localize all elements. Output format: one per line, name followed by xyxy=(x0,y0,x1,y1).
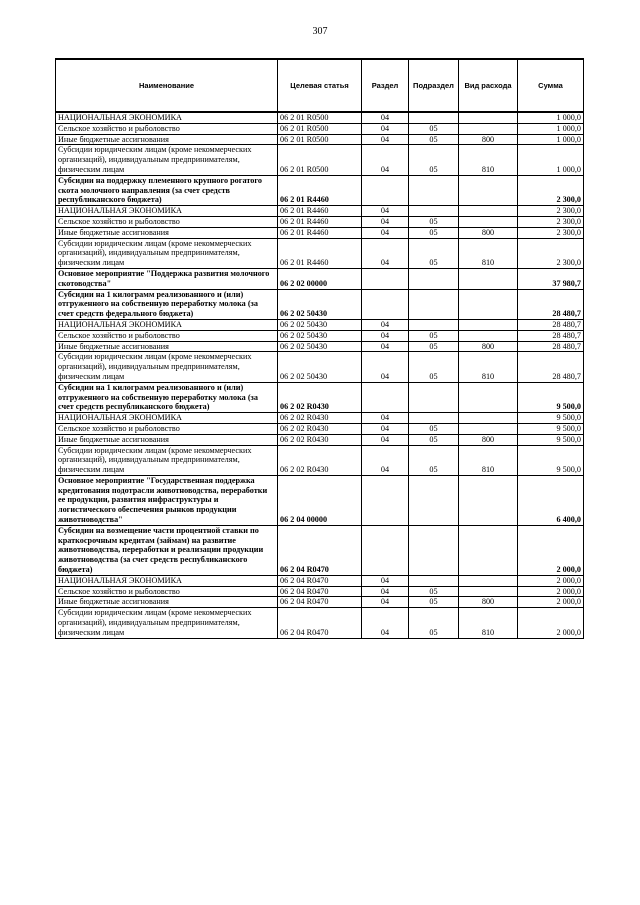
row-code-cell: 06 2 02 50430 xyxy=(278,289,362,319)
row-code-cell: 06 2 01 R4460 xyxy=(278,175,362,205)
row-section-cell: 04 xyxy=(362,123,409,134)
row-section-cell xyxy=(362,268,409,289)
row-name-cell: Основное мероприятие "Государственная поддержка кредитования подотрасли животноводства, переработки ее продукции, развития инфраструктуры и логистического обеспечения рынков продукции животноводства" xyxy=(56,475,278,525)
row-subsection-cell: 05 xyxy=(409,434,459,445)
row-expense-type-cell xyxy=(459,525,518,575)
row-code-cell: 06 2 01 R4460 xyxy=(278,216,362,227)
row-expense-type-cell xyxy=(459,206,518,217)
table-row xyxy=(56,475,584,525)
row-code-cell: 06 2 04 R0470 xyxy=(278,586,362,597)
row-subsection-cell xyxy=(409,112,459,123)
table-row xyxy=(56,597,584,608)
row-name-cell: Субсидии на 1 килограмм реализованного и (или) отгруженного на собственную переработку молока (за счет средств федерального бюджета) xyxy=(56,289,278,319)
row-name-cell: Субсидии юридическим лицам (кроме некоммерческих организаций), индивидуальным предпринимателям, физическим лицам xyxy=(56,238,278,268)
row-code-cell: 06 2 01 R4460 xyxy=(278,238,362,268)
row-name-cell: Сельское хозяйство и рыболовство xyxy=(56,330,278,341)
row-amount-cell: 2 000,0 xyxy=(518,575,584,586)
table-row xyxy=(56,341,584,352)
row-expense-type-cell: 810 xyxy=(459,445,518,475)
header-section: Раздел xyxy=(362,59,409,112)
row-code-cell: 06 2 01 R0500 xyxy=(278,145,362,175)
row-section-cell xyxy=(362,525,409,575)
row-code-cell: 06 2 01 R4460 xyxy=(278,206,362,217)
row-name-cell: Субсидии на поддержку племенного крупного рогатого скота молочного направления (за счет средств республиканского бюджета) xyxy=(56,175,278,205)
row-code-cell: 06 2 02 50430 xyxy=(278,330,362,341)
row-subsection-cell xyxy=(409,268,459,289)
row-subsection-cell xyxy=(409,289,459,319)
row-amount-cell: 28 480,7 xyxy=(518,289,584,319)
budget-table xyxy=(55,58,584,639)
row-section-cell: 04 xyxy=(362,597,409,608)
row-amount-cell: 28 480,7 xyxy=(518,341,584,352)
row-amount-cell: 2 000,0 xyxy=(518,608,584,638)
header-code: Целевая статья xyxy=(278,59,362,112)
row-expense-type-cell xyxy=(459,330,518,341)
row-name-cell: Субсидии юридическим лицам (кроме некоммерческих организаций), индивидуальным предпринимателям, физическим лицам xyxy=(56,608,278,638)
row-amount-cell: 2 300,0 xyxy=(518,238,584,268)
row-name-cell: НАЦИОНАЛЬНАЯ ЭКОНОМИКА xyxy=(56,575,278,586)
row-expense-type-cell xyxy=(459,382,518,412)
row-amount-cell: 1 000,0 xyxy=(518,145,584,175)
row-code-cell: 06 2 02 50430 xyxy=(278,319,362,330)
row-expense-type-cell: 810 xyxy=(459,238,518,268)
row-expense-type-cell xyxy=(459,586,518,597)
row-code-cell: 06 2 04 R0470 xyxy=(278,597,362,608)
row-name-cell: Субсидии юридическим лицам (кроме некоммерческих организаций), индивидуальным предпринимателям, физическим лицам xyxy=(56,445,278,475)
row-amount-cell: 2 300,0 xyxy=(518,206,584,217)
table-row xyxy=(56,586,584,597)
table-row xyxy=(56,423,584,434)
row-name-cell: Иные бюджетные ассигнования xyxy=(56,341,278,352)
row-amount-cell: 1 000,0 xyxy=(518,123,584,134)
table-row xyxy=(56,112,584,123)
row-subsection-cell xyxy=(409,475,459,525)
table-row xyxy=(56,216,584,227)
row-code-cell: 06 2 02 R0430 xyxy=(278,423,362,434)
row-amount-cell: 37 980,7 xyxy=(518,268,584,289)
row-section-cell: 04 xyxy=(362,238,409,268)
header-expense-type: Вид расхода xyxy=(459,59,518,112)
row-subsection-cell xyxy=(409,382,459,412)
row-section-cell: 04 xyxy=(362,413,409,424)
row-subsection-cell: 05 xyxy=(409,238,459,268)
row-section-cell xyxy=(362,175,409,205)
row-code-cell: 06 2 02 R0430 xyxy=(278,434,362,445)
row-subsection-cell xyxy=(409,413,459,424)
row-expense-type-cell: 800 xyxy=(459,227,518,238)
table-row xyxy=(56,175,584,205)
row-amount-cell: 28 480,7 xyxy=(518,352,584,382)
row-section-cell: 04 xyxy=(362,586,409,597)
row-subsection-cell: 05 xyxy=(409,445,459,475)
row-name-cell: НАЦИОНАЛЬНАЯ ЭКОНОМИКА xyxy=(56,112,278,123)
row-section-cell: 04 xyxy=(362,330,409,341)
row-amount-cell: 2 300,0 xyxy=(518,227,584,238)
row-section-cell: 04 xyxy=(362,575,409,586)
row-name-cell: НАЦИОНАЛЬНАЯ ЭКОНОМИКА xyxy=(56,206,278,217)
row-section-cell: 04 xyxy=(362,445,409,475)
row-code-cell: 06 2 02 R0430 xyxy=(278,413,362,424)
row-name-cell: Субсидии на 1 килограмм реализованного и (или) отгруженного на собственную переработку молока (за счет средств республиканского бюджета) xyxy=(56,382,278,412)
row-name-cell: Иные бюджетные ассигнования xyxy=(56,597,278,608)
row-code-cell: 06 2 01 R0500 xyxy=(278,112,362,123)
row-code-cell: 06 2 01 R4460 xyxy=(278,227,362,238)
row-code-cell: 06 2 02 50430 xyxy=(278,352,362,382)
row-expense-type-cell xyxy=(459,423,518,434)
row-section-cell: 04 xyxy=(362,216,409,227)
table-row xyxy=(56,575,584,586)
row-amount-cell: 2 300,0 xyxy=(518,175,584,205)
header-row xyxy=(56,59,584,112)
row-name-cell: Основное мероприятие "Поддержка развития молочного скотоводства" xyxy=(56,268,278,289)
row-code-cell: 06 2 01 R0500 xyxy=(278,123,362,134)
row-expense-type-cell xyxy=(459,123,518,134)
row-expense-type-cell xyxy=(459,289,518,319)
table-row xyxy=(56,268,584,289)
row-expense-type-cell: 800 xyxy=(459,597,518,608)
row-amount-cell: 9 500,0 xyxy=(518,413,584,424)
table-row xyxy=(56,289,584,319)
row-section-cell: 04 xyxy=(362,341,409,352)
table-row xyxy=(56,134,584,145)
row-expense-type-cell xyxy=(459,175,518,205)
row-section-cell xyxy=(362,289,409,319)
table-row xyxy=(56,608,584,638)
table-row xyxy=(56,525,584,575)
row-section-cell: 04 xyxy=(362,434,409,445)
row-amount-cell: 9 500,0 xyxy=(518,445,584,475)
row-expense-type-cell xyxy=(459,319,518,330)
row-code-cell: 06 2 04 R0470 xyxy=(278,575,362,586)
row-subsection-cell: 05 xyxy=(409,145,459,175)
table-row xyxy=(56,319,584,330)
row-expense-type-cell: 810 xyxy=(459,352,518,382)
row-code-cell: 06 2 01 R0500 xyxy=(278,134,362,145)
row-expense-type-cell xyxy=(459,216,518,227)
row-subsection-cell xyxy=(409,319,459,330)
row-subsection-cell xyxy=(409,175,459,205)
row-amount-cell: 28 480,7 xyxy=(518,330,584,341)
row-subsection-cell: 05 xyxy=(409,597,459,608)
table-row xyxy=(56,206,584,217)
row-expense-type-cell xyxy=(459,112,518,123)
row-subsection-cell xyxy=(409,206,459,217)
row-section-cell: 04 xyxy=(362,112,409,123)
row-code-cell: 06 2 04 00000 xyxy=(278,475,362,525)
row-subsection-cell xyxy=(409,525,459,575)
row-name-cell: Сельское хозяйство и рыболовство xyxy=(56,586,278,597)
row-expense-type-cell xyxy=(459,475,518,525)
row-name-cell: НАЦИОНАЛЬНАЯ ЭКОНОМИКА xyxy=(56,319,278,330)
row-section-cell: 04 xyxy=(362,608,409,638)
row-name-cell: Сельское хозяйство и рыболовство xyxy=(56,216,278,227)
table-row xyxy=(56,382,584,412)
row-section-cell: 04 xyxy=(362,206,409,217)
table-row xyxy=(56,352,584,382)
row-code-cell: 06 2 02 50430 xyxy=(278,341,362,352)
row-expense-type-cell xyxy=(459,413,518,424)
row-subsection-cell: 05 xyxy=(409,352,459,382)
row-code-cell: 06 2 02 00000 xyxy=(278,268,362,289)
row-subsection-cell: 05 xyxy=(409,134,459,145)
row-subsection-cell: 05 xyxy=(409,423,459,434)
page-number: 307 xyxy=(312,26,328,37)
row-subsection-cell: 05 xyxy=(409,123,459,134)
header-amount: Сумма xyxy=(518,59,584,112)
row-subsection-cell: 05 xyxy=(409,330,459,341)
row-name-cell: Иные бюджетные ассигнования xyxy=(56,227,278,238)
row-section-cell: 04 xyxy=(362,134,409,145)
row-name-cell: Субсидии юридическим лицам (кроме некоммерческих организаций), индивидуальным предпринимателям, физическим лицам xyxy=(56,352,278,382)
row-name-cell: Субсидии юридическим лицам (кроме некоммерческих организаций), индивидуальным предпринимателям, физическим лицам xyxy=(56,145,278,175)
row-amount-cell: 9 500,0 xyxy=(518,423,584,434)
row-name-cell: Субсидии на возмещение части процентной ставки по краткосрочным кредитам (займам) на развитие животноводства, переработки и реализации продукции животноводства (за счет средств республиканского бюджета) xyxy=(56,525,278,575)
table-row xyxy=(56,413,584,424)
row-section-cell: 04 xyxy=(362,319,409,330)
row-amount-cell: 2 300,0 xyxy=(518,216,584,227)
row-amount-cell: 2 000,0 xyxy=(518,525,584,575)
row-amount-cell: 9 500,0 xyxy=(518,382,584,412)
row-name-cell: Иные бюджетные ассигнования xyxy=(56,434,278,445)
row-subsection-cell: 05 xyxy=(409,227,459,238)
row-section-cell: 04 xyxy=(362,227,409,238)
row-expense-type-cell: 800 xyxy=(459,434,518,445)
row-subsection-cell xyxy=(409,575,459,586)
row-expense-type-cell: 810 xyxy=(459,608,518,638)
row-expense-type-cell xyxy=(459,268,518,289)
table-header xyxy=(56,59,584,112)
table-row xyxy=(56,227,584,238)
row-section-cell xyxy=(362,382,409,412)
row-amount-cell: 28 480,7 xyxy=(518,319,584,330)
row-name-cell: НАЦИОНАЛЬНАЯ ЭКОНОМИКА xyxy=(56,413,278,424)
row-subsection-cell: 05 xyxy=(409,586,459,597)
row-section-cell xyxy=(362,475,409,525)
row-section-cell: 04 xyxy=(362,352,409,382)
row-subsection-cell: 05 xyxy=(409,608,459,638)
row-section-cell: 04 xyxy=(362,145,409,175)
row-code-cell: 06 2 02 R0430 xyxy=(278,445,362,475)
row-amount-cell: 2 000,0 xyxy=(518,586,584,597)
table-row xyxy=(56,330,584,341)
row-name-cell: Сельское хозяйство и рыболовство xyxy=(56,123,278,134)
header-name: Наименование xyxy=(56,59,278,112)
row-amount-cell: 2 000,0 xyxy=(518,597,584,608)
row-subsection-cell: 05 xyxy=(409,341,459,352)
row-expense-type-cell: 810 xyxy=(459,145,518,175)
row-section-cell: 04 xyxy=(362,423,409,434)
row-name-cell: Иные бюджетные ассигнования xyxy=(56,134,278,145)
row-name-cell: Сельское хозяйство и рыболовство xyxy=(56,423,278,434)
row-expense-type-cell: 800 xyxy=(459,134,518,145)
row-code-cell: 06 2 02 R0430 xyxy=(278,382,362,412)
table-row xyxy=(56,123,584,134)
table-row xyxy=(56,145,584,175)
row-amount-cell: 1 000,0 xyxy=(518,112,584,123)
row-expense-type-cell: 800 xyxy=(459,341,518,352)
row-amount-cell: 6 400,0 xyxy=(518,475,584,525)
row-subsection-cell: 05 xyxy=(409,216,459,227)
row-expense-type-cell xyxy=(459,575,518,586)
table-row xyxy=(56,238,584,268)
row-amount-cell: 1 000,0 xyxy=(518,134,584,145)
row-code-cell: 06 2 04 R0470 xyxy=(278,525,362,575)
row-code-cell: 06 2 04 R0470 xyxy=(278,608,362,638)
header-subsection: Подраздел xyxy=(409,59,459,112)
table-body xyxy=(56,112,584,638)
table-row xyxy=(56,445,584,475)
row-amount-cell: 9 500,0 xyxy=(518,434,584,445)
table-row xyxy=(56,434,584,445)
